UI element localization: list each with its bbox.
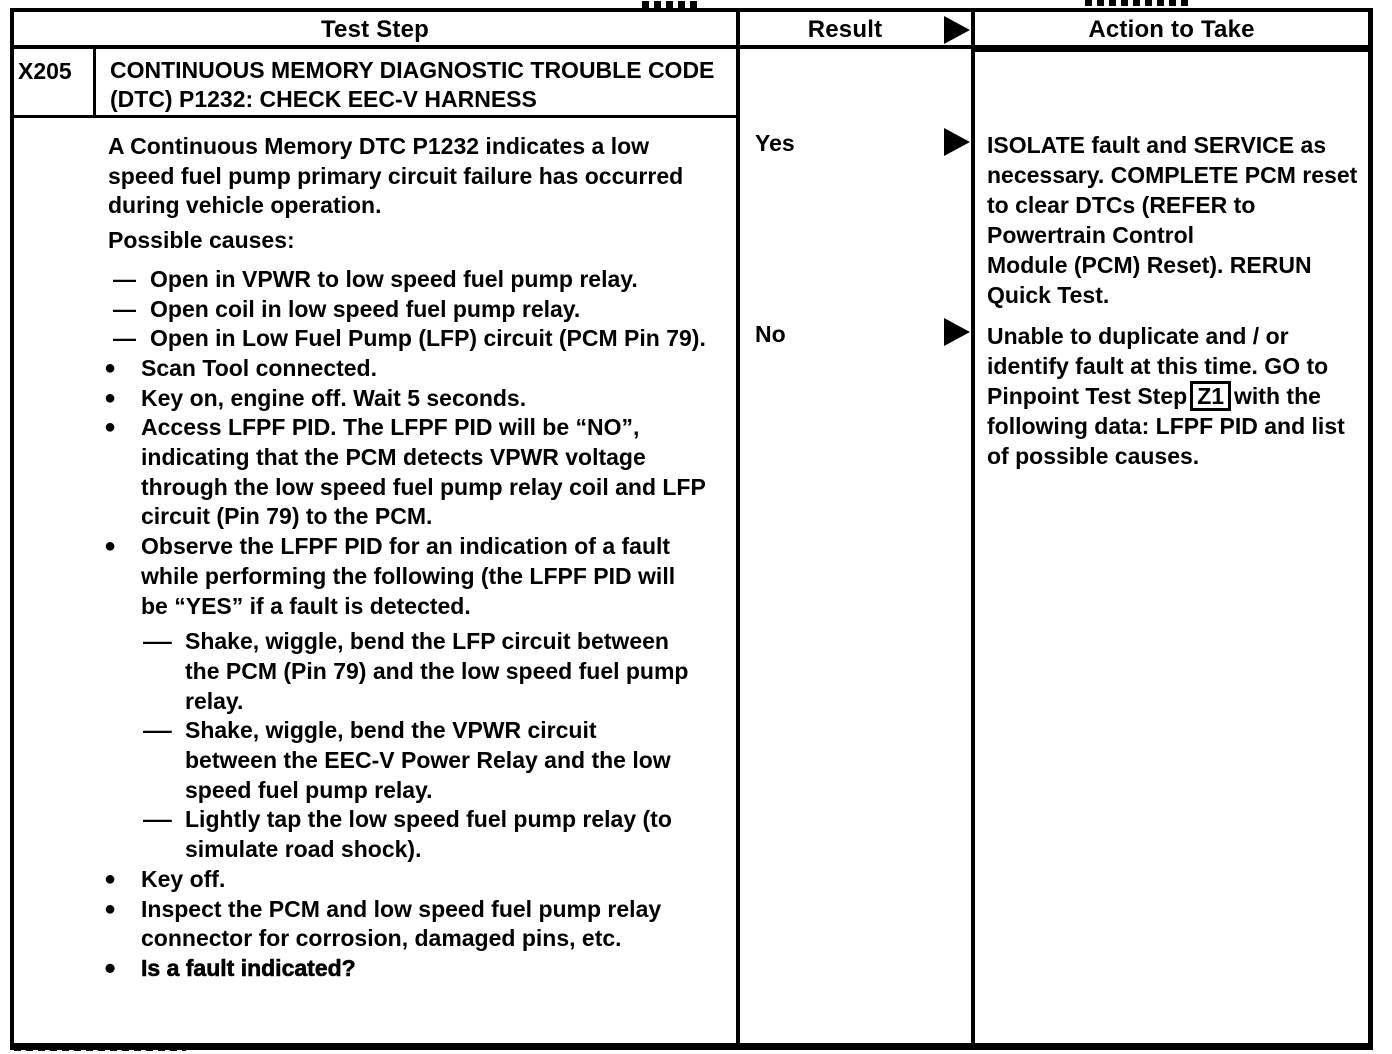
procedure-item xyxy=(104,895,706,954)
procedure-text: Key off. xyxy=(141,865,226,892)
scan-artifact xyxy=(330,1046,388,1050)
question-item xyxy=(104,954,706,984)
bullet-marker: ● xyxy=(104,356,117,379)
pinpoint-test-table xyxy=(10,8,1373,1050)
action-header-underline xyxy=(975,49,1368,52)
cause-text: Open in VPWR to low speed fuel pump relay. xyxy=(150,265,638,292)
cause-item xyxy=(104,324,710,354)
dash-marker: — xyxy=(113,265,136,292)
step-title-row-divider xyxy=(14,115,740,118)
question-text: Is a fault indicated? xyxy=(141,954,356,981)
dash-marker: — xyxy=(113,325,136,352)
action-no-post: with the following data: LFPF PID and list of possible causes. xyxy=(987,383,1345,469)
bullet-marker: ● xyxy=(104,897,117,920)
dash-marker: — xyxy=(143,717,172,744)
intro-paragraph: A Continuous Memory DTC P1232 indicates a low speed fuel pump primary circuit failure has occurred during vehicle operation. xyxy=(108,133,684,219)
pinpoint-step-z1-box: Z1 xyxy=(1190,381,1231,411)
action-no-text xyxy=(987,321,1369,471)
dash-marker: — xyxy=(113,295,136,322)
sub-step-text: Shake, wiggle, bend the VPWR circuit between the EEC-V Power Relay and the low speed fuel pump relay. xyxy=(185,717,671,803)
cause-item xyxy=(104,265,710,295)
procedure-text: Access LFPF PID. The LFPF PID will be “NO”, indicating that the PCM detects VPWR voltage through the low speed fuel pump relay coil and LFP circuit (Pin 79) to the PCM. xyxy=(141,414,706,530)
action-no-pre: Unable to duplicate and / or identify fault at this time. GO to Pinpoint Test Step xyxy=(987,323,1329,409)
bullet-marker: ● xyxy=(104,867,117,890)
procedure-item xyxy=(104,865,706,895)
dash-marker: — xyxy=(143,628,172,655)
procedure-text: Observe the LFPF PID for an indication of a fault while performing the following (the LFPF PID will be “YES” if a fault is detected. xyxy=(141,533,676,619)
bullet-marker: ● xyxy=(104,386,117,409)
possible-causes-label: Possible causes: xyxy=(108,227,295,254)
cause-text: Open coil in low speed fuel pump relay. xyxy=(150,295,581,322)
cause-text: Open in Low Fuel Pump (LFP) circuit (PCM Pin 79). xyxy=(150,325,706,352)
bullet-marker: ● xyxy=(104,535,117,558)
result-arrow-icon xyxy=(944,318,970,346)
sub-step-item xyxy=(104,805,694,864)
procedure-text: Key on, engine off. Wait 5 seconds. xyxy=(141,384,527,411)
procedure-text: Inspect the PCM and low speed fuel pump relay connector for corrosion, damaged pins, etc. xyxy=(141,895,662,952)
action-yes-text: ISOLATE fault and SERVICE as necessary. COMPLETE PCM reset to clear DTCs (REFER to Powertrain Control Module (PCM) Reset). RERUN Quick Test. xyxy=(987,132,1358,308)
scan-artifact xyxy=(642,1,700,8)
test-step-cell xyxy=(104,132,732,984)
procedure-text: Scan Tool connected. xyxy=(141,354,377,381)
procedure-item xyxy=(104,532,706,621)
step-title: CONTINUOUS MEMORY DIAGNOSTIC TROUBLE CODE (DTC) P1232: CHECK EEC-V HARNESS xyxy=(110,57,715,112)
result-arrow-icon xyxy=(944,16,970,44)
cause-item xyxy=(104,295,710,325)
column-divider-test-result xyxy=(736,12,740,1043)
result-yes-label: Yes xyxy=(755,130,795,156)
sub-step-item xyxy=(104,627,694,716)
test-step-column-header: Test Step xyxy=(320,16,430,43)
step-id-divider xyxy=(93,49,96,118)
scan-artifact xyxy=(14,1045,186,1051)
result-no-label: No xyxy=(755,321,786,347)
dash-marker: — xyxy=(143,806,172,833)
bullet-marker: ● xyxy=(104,956,117,979)
step-id: X205 xyxy=(18,58,72,84)
column-divider-result-action xyxy=(971,12,975,1043)
sub-step-item xyxy=(104,716,694,805)
result-column-header: Result xyxy=(807,16,883,43)
procedure-item xyxy=(104,384,706,414)
result-arrow-icon xyxy=(944,128,970,156)
scan-artifact xyxy=(1085,0,1190,6)
procedure-item xyxy=(104,354,706,384)
sub-step-text: Lightly tap the low speed fuel pump relay (to simulate road shock). xyxy=(185,806,672,863)
bullet-marker: ● xyxy=(104,416,117,439)
sub-step-text: Shake, wiggle, bend the LFP circuit between the PCM (Pin 79) and the low speed fuel pump relay. xyxy=(185,628,689,714)
action-column-header: Action to Take xyxy=(1088,16,1255,43)
procedure-item xyxy=(104,413,706,532)
